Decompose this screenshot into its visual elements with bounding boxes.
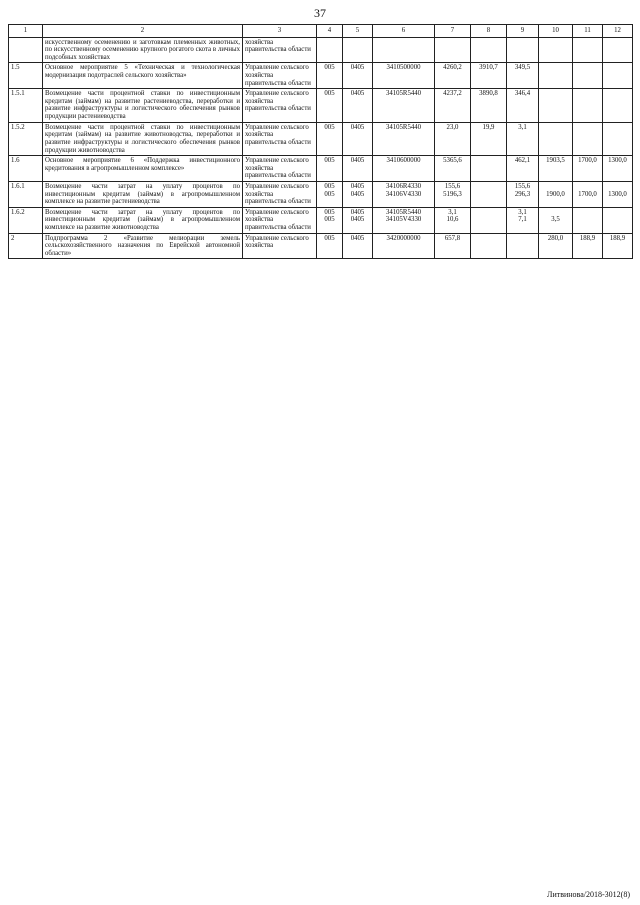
responsible-executor-cell: хозяйства правительства области: [243, 37, 317, 63]
year-2018-cell: [539, 89, 573, 122]
total-amount-cell: 4237,2: [435, 89, 471, 122]
section-code-cell: 0405: [343, 122, 373, 155]
year-2019-cell: [573, 207, 603, 233]
section-code-cell: 0405: [343, 156, 373, 182]
responsible-executor-cell: Управление сельского хозяйства правительства области: [243, 207, 317, 233]
table-row: [9, 63, 633, 89]
header-row: [9, 25, 633, 38]
section-code-cell: 0405: [343, 63, 373, 89]
measure-name-cell: Основное мероприятие 5 «Техническая и технологическая модернизация подотраслей сельского хозяйства»: [43, 63, 243, 89]
year-2018-cell: 1900,0: [539, 181, 573, 207]
table-body: [9, 37, 633, 259]
year-2017-cell: 3,1: [507, 122, 539, 155]
total-amount-cell: 5365,6: [435, 156, 471, 182]
responsible-executor-cell: Управление сельского хозяйства правительства области: [243, 181, 317, 207]
year-2016-cell: [471, 156, 507, 182]
target-item-code-cell: 3410600000: [373, 156, 435, 182]
responsible-executor-cell: Управление сельского хозяйства правительства области: [243, 156, 317, 182]
table-row: [9, 156, 633, 182]
responsible-executor-cell: Управление сельского хозяйства правительства области: [243, 63, 317, 89]
grbs-code-cell: 005: [317, 122, 343, 155]
budget-table: [8, 24, 633, 259]
year-2017-cell: 462,1: [507, 156, 539, 182]
target-item-code-cell: 3410500000: [373, 63, 435, 89]
table-row: [9, 37, 633, 63]
row-number-cell: 2: [9, 233, 43, 259]
grbs-code-cell: 005: [317, 63, 343, 89]
year-2020-cell: 1300,0: [603, 156, 633, 182]
grbs-code-cell: 005: [317, 233, 343, 259]
target-item-code-cell: 3420000000: [373, 233, 435, 259]
row-number-cell: 1.6: [9, 156, 43, 182]
year-2020-cell: [603, 207, 633, 233]
section-code-cell: 0405: [343, 89, 373, 122]
row-number-cell: [9, 37, 43, 63]
measure-name-cell: Основное мероприятие 6 «Поддержка инвестиционного кредитования в агропромышленном комплексе»: [43, 156, 243, 182]
year-2017-cell: 3,1 7,1: [507, 207, 539, 233]
column-header-6: 6: [373, 25, 435, 38]
year-2016-cell: [471, 207, 507, 233]
section-code-cell: 0405: [343, 233, 373, 259]
responsible-executor-cell: Управление сельского хозяйства: [243, 233, 317, 259]
measure-name-cell: Возмещение части процентной ставки по инвестиционным кредитам (займам) на развитие растениеводства, переработки и развитие инфраструктуры и логистического обеспечения рынков продукции растениеводства: [43, 89, 243, 122]
year-2020-cell: [603, 89, 633, 122]
measure-name-cell: Подпрограмма 2 «Развитие мелиорации земель сельскохозяйственного назначения по Еврейской автономной области»: [43, 233, 243, 259]
year-2017-cell: 346,4: [507, 89, 539, 122]
section-code-cell: 0405 0405: [343, 181, 373, 207]
column-header-11: 11: [573, 25, 603, 38]
table-row: [9, 207, 633, 233]
target-item-code-cell: 34106R4330 34106V4330: [373, 181, 435, 207]
measure-name-cell: Возмещение части затрат на уплату процентов по инвестиционным кредитам (займам) в агропромышленном комплексе на развитие растениеводства: [43, 181, 243, 207]
year-2018-cell: [539, 63, 573, 89]
year-2017-cell: 155,6 296,3: [507, 181, 539, 207]
target-item-code-cell: 34105R5440 34105V4330: [373, 207, 435, 233]
table-row: [9, 181, 633, 207]
year-2018-cell: [539, 122, 573, 155]
responsible-executor-cell: Управление сельского хозяйства правительства области: [243, 89, 317, 122]
year-2017-cell: [507, 37, 539, 63]
year-2017-cell: [507, 233, 539, 259]
year-2019-cell: 1700,0: [573, 156, 603, 182]
column-header-5: 5: [343, 25, 373, 38]
section-code-cell: [343, 37, 373, 63]
column-header-2: 2: [43, 25, 243, 38]
grbs-code-cell: 005: [317, 89, 343, 122]
grbs-code-cell: [317, 37, 343, 63]
column-header-7: 7: [435, 25, 471, 38]
year-2019-cell: [573, 63, 603, 89]
row-number-cell: 1.5.1: [9, 89, 43, 122]
year-2018-cell: 280,0: [539, 233, 573, 259]
column-header-10: 10: [539, 25, 573, 38]
year-2016-cell: 3890,8: [471, 89, 507, 122]
target-item-code-cell: 34105R5440: [373, 89, 435, 122]
grbs-code-cell: 005: [317, 156, 343, 182]
column-header-12: 12: [603, 25, 633, 38]
row-number-cell: 1.5: [9, 63, 43, 89]
column-header-4: 4: [317, 25, 343, 38]
year-2020-cell: [603, 37, 633, 63]
row-number-cell: 1.6.1: [9, 181, 43, 207]
grbs-code-cell: 005 005: [317, 207, 343, 233]
year-2020-cell: 188,9: [603, 233, 633, 259]
year-2017-cell: 349,5: [507, 63, 539, 89]
year-2019-cell: 1700,0: [573, 181, 603, 207]
year-2016-cell: [471, 181, 507, 207]
measure-name-cell: Возмещение части затрат на уплату процентов по инвестиционным кредитам (займам) в агропромышленном комплексе на развитие животноводства: [43, 207, 243, 233]
year-2019-cell: 188,9: [573, 233, 603, 259]
column-header-3: 3: [243, 25, 317, 38]
column-header-1: 1: [9, 25, 43, 38]
measure-name-cell: Возмещение части процентной ставки по инвестиционным кредитам (займам) на развитие животноводства, переработки и развитие инфраструктуры и логистического обеспечения рынков продукции животноводства: [43, 122, 243, 155]
year-2016-cell: 3910,7: [471, 63, 507, 89]
year-2016-cell: 19,9: [471, 122, 507, 155]
target-item-code-cell: [373, 37, 435, 63]
column-header-8: 8: [471, 25, 507, 38]
year-2016-cell: [471, 233, 507, 259]
year-2019-cell: [573, 89, 603, 122]
grbs-code-cell: 005 005: [317, 181, 343, 207]
table-row: [9, 89, 633, 122]
total-amount-cell: 657,8: [435, 233, 471, 259]
total-amount-cell: 3,1 10,6: [435, 207, 471, 233]
year-2020-cell: [603, 63, 633, 89]
year-2018-cell: 1903,5: [539, 156, 573, 182]
year-2018-cell: 3,5: [539, 207, 573, 233]
year-2018-cell: [539, 37, 573, 63]
target-item-code-cell: 34105R5440: [373, 122, 435, 155]
table-row: [9, 122, 633, 155]
total-amount-cell: [435, 37, 471, 63]
row-number-cell: 1.5.2: [9, 122, 43, 155]
section-code-cell: 0405 0405: [343, 207, 373, 233]
row-number-cell: 1.6.2: [9, 207, 43, 233]
year-2019-cell: [573, 37, 603, 63]
table-row: [9, 233, 633, 259]
year-2020-cell: [603, 122, 633, 155]
year-2016-cell: [471, 37, 507, 63]
year-2019-cell: [573, 122, 603, 155]
column-header-9: 9: [507, 25, 539, 38]
year-2020-cell: 1300,0: [603, 181, 633, 207]
measure-name-cell: искусственному осеменению и заготовкам племенных животных, по искусственному осеменению крупного рогатого скота в личных подсобных хозяйствах: [43, 37, 243, 63]
total-amount-cell: 4260,2: [435, 63, 471, 89]
responsible-executor-cell: Управление сельского хозяйства правительства области: [243, 122, 317, 155]
page-number: 37: [314, 6, 326, 20]
total-amount-cell: 23,0: [435, 122, 471, 155]
total-amount-cell: 155,6 5196,3: [435, 181, 471, 207]
footer-note: Литвинова/2018-3012(8): [547, 890, 630, 899]
